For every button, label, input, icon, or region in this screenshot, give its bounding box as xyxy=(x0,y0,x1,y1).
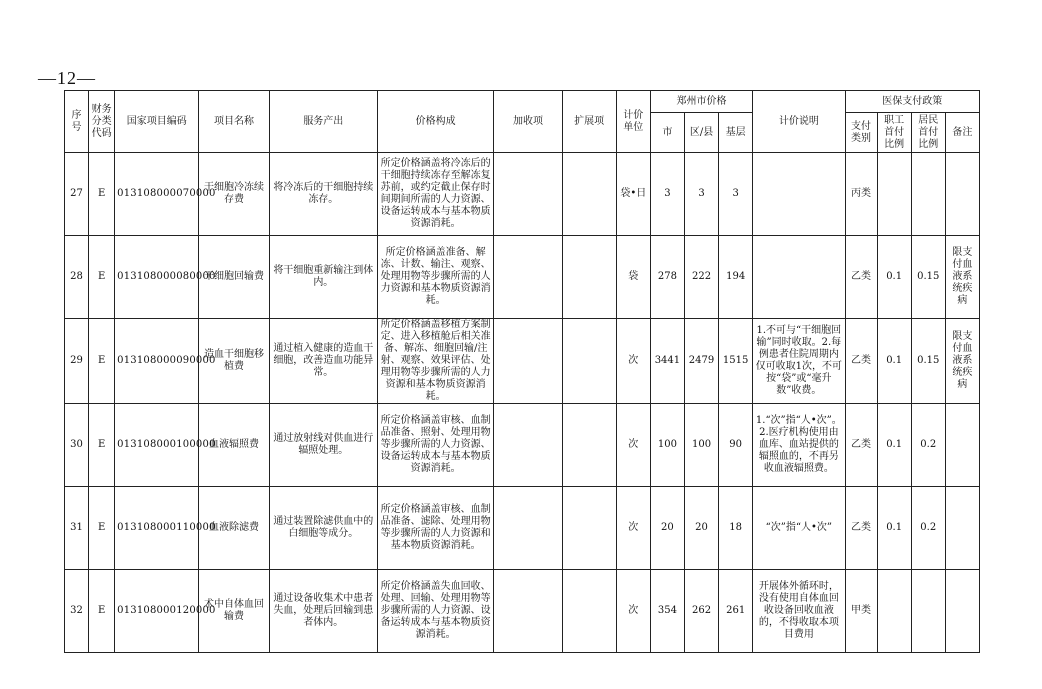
cell-code: 013108000090000 xyxy=(115,319,199,404)
cell-extra xyxy=(494,487,562,570)
header-code: 国家项目编码 xyxy=(115,91,199,153)
cell-remark xyxy=(945,153,979,236)
header-pay-type: 支付类别 xyxy=(845,113,877,153)
cell-code: 013108000110000 xyxy=(115,487,199,570)
header-expand: 扩展项 xyxy=(562,91,616,153)
cell-grassroots-price: 90 xyxy=(719,404,753,487)
cell-expand xyxy=(562,153,616,236)
cell-output: 将冷冻后的干细胞持续冻存。 xyxy=(269,153,377,236)
cell-seq: 30 xyxy=(65,404,89,487)
cell-output: 通过设备收集术中患者失血，处理后回输到患者体内。 xyxy=(269,570,377,653)
header-output: 服务产出 xyxy=(269,91,377,153)
table-row xyxy=(65,404,980,487)
cell-seq: 31 xyxy=(65,487,89,570)
cell-pricing-note: 1.不可与“干细胞回输”同时收取。2.每例患者住院周期内仅可收取1次，不可按“袋”或“毫升数”收费。 xyxy=(753,319,845,404)
header-unit: 计价单位 xyxy=(616,91,650,153)
cell-remark: 限支付血液系统疾病 xyxy=(945,319,979,404)
cell-name: 干细胞回输费 xyxy=(199,236,269,319)
cell-pay-type: 乙类 xyxy=(845,404,877,487)
cell-composition: 所定价格涵盖审核、血制品准备、照射、处理用物等步骤所需的人力资源、设备运转成本与基本物质资源消耗。 xyxy=(377,404,493,487)
cell-expand xyxy=(562,404,616,487)
table-row xyxy=(65,570,980,653)
header-grassroots: 基层 xyxy=(719,113,753,153)
cell-grassroots-price: 194 xyxy=(719,236,753,319)
cell-county-price: 20 xyxy=(684,487,718,570)
cell-code: 013108000100000 xyxy=(115,404,199,487)
cell-city-price: 278 xyxy=(650,236,684,319)
cell-worker-ratio: 0.1 xyxy=(877,319,911,404)
cell-code: 013108000080000 xyxy=(115,236,199,319)
table-row xyxy=(65,153,980,236)
header-county: 区/县 xyxy=(684,113,718,153)
cell-unit: 袋 xyxy=(616,236,650,319)
cell-composition: 所定价格涵盖将冷冻后的干细胞持续冻存至解冻复苏前，或约定截止保存时间期间所需的人力资源、设备运转成本与基本物质资源消耗。 xyxy=(377,153,493,236)
cell-remark xyxy=(945,570,979,653)
cell-unit: 次 xyxy=(616,487,650,570)
cell-extra xyxy=(494,319,562,404)
cell-pay-type: 乙类 xyxy=(845,319,877,404)
cell-unit: 次 xyxy=(616,570,650,653)
page-number: —12— xyxy=(38,68,96,88)
cell-pay-type: 甲类 xyxy=(845,570,877,653)
cell-composition: 所定价格涵盖审核、血制品准备、滤除、处理用物等步骤所需的人力资源和基本物质资源消耗。 xyxy=(377,487,493,570)
cell-pricing-note xyxy=(753,236,845,319)
header-extra: 加收项 xyxy=(494,91,562,153)
cell-output: 将干细胞重新输注到体内。 xyxy=(269,236,377,319)
cell-worker-ratio xyxy=(877,570,911,653)
header-city: 市 xyxy=(650,113,684,153)
table-row xyxy=(65,236,980,319)
cell-expand xyxy=(562,487,616,570)
cell-grassroots-price: 18 xyxy=(719,487,753,570)
cell-category: E xyxy=(89,236,115,319)
header-pricing-note: 计价说明 xyxy=(753,91,845,153)
cell-name: 造血干细胞移植费 xyxy=(199,319,269,404)
cell-pricing-note xyxy=(753,153,845,236)
cell-worker-ratio: 0.1 xyxy=(877,236,911,319)
cell-output: 通过植入健康的造血干细胞，改善造血功能异常。 xyxy=(269,319,377,404)
cell-remark: 限支付血液系统疾病 xyxy=(945,236,979,319)
cell-expand xyxy=(562,570,616,653)
cell-extra xyxy=(494,570,562,653)
cell-worker-ratio: 0.1 xyxy=(877,404,911,487)
cell-pay-type: 乙类 xyxy=(845,487,877,570)
cell-output: 通过放射线对供血进行辐照处理。 xyxy=(269,404,377,487)
cell-code: 013108000070000 xyxy=(115,153,199,236)
cell-unit: 次 xyxy=(616,404,650,487)
cell-remark xyxy=(945,487,979,570)
cell-county-price: 2479 xyxy=(684,319,718,404)
price-table xyxy=(64,90,980,653)
cell-seq: 32 xyxy=(65,570,89,653)
cell-category: E xyxy=(89,153,115,236)
cell-county-price: 262 xyxy=(684,570,718,653)
cell-city-price: 354 xyxy=(650,570,684,653)
cell-unit: 袋•日 xyxy=(616,153,650,236)
cell-resident-ratio xyxy=(911,570,945,653)
cell-name: 术中自体血回输费 xyxy=(199,570,269,653)
table-row xyxy=(65,487,980,570)
cell-category: E xyxy=(89,319,115,404)
cell-seq: 27 xyxy=(65,153,89,236)
header-resident-ratio: 居民首付比例 xyxy=(911,113,945,153)
cell-city-price: 100 xyxy=(650,404,684,487)
cell-extra xyxy=(494,404,562,487)
cell-pricing-note: “次”指“人•次” xyxy=(753,487,845,570)
cell-resident-ratio xyxy=(911,153,945,236)
cell-category: E xyxy=(89,404,115,487)
cell-name: 血液除滤费 xyxy=(199,487,269,570)
cell-name: 干细胞冷冻续存费 xyxy=(199,153,269,236)
cell-grassroots-price: 261 xyxy=(719,570,753,653)
cell-seq: 29 xyxy=(65,319,89,404)
cell-composition: 所定价格涵盖准备、解冻、计数、输注、观察、处理用物等步骤所需的人力资源和基本物质资源消耗。 xyxy=(377,236,493,319)
cell-city-price: 3 xyxy=(650,153,684,236)
cell-resident-ratio: 0.2 xyxy=(911,404,945,487)
cell-resident-ratio: 0.15 xyxy=(911,319,945,404)
cell-category: E xyxy=(89,487,115,570)
cell-category: E xyxy=(89,570,115,653)
cell-code: 013108000120000 xyxy=(115,570,199,653)
cell-composition: 所定价格涵盖移植方案制定、进入移植舱后相关准备、解冻、细胞回输/注射、观察、效果评估、处理用物等步骤所需的人力资源和基本物质资源消耗。 xyxy=(377,319,493,404)
cell-unit: 次 xyxy=(616,319,650,404)
cell-pay-type: 丙类 xyxy=(845,153,877,236)
cell-extra xyxy=(494,236,562,319)
cell-resident-ratio: 0.2 xyxy=(911,487,945,570)
cell-county-price: 100 xyxy=(684,404,718,487)
cell-name: 血液辐照费 xyxy=(199,404,269,487)
cell-grassroots-price: 1515 xyxy=(719,319,753,404)
cell-expand xyxy=(562,319,616,404)
cell-city-price: 20 xyxy=(650,487,684,570)
header-insurance-policy: 医保支付政策 xyxy=(845,91,980,113)
header-name: 项目名称 xyxy=(199,91,269,153)
cell-county-price: 3 xyxy=(684,153,718,236)
cell-resident-ratio: 0.15 xyxy=(911,236,945,319)
cell-county-price: 222 xyxy=(684,236,718,319)
header-category: 财务分类代码 xyxy=(89,91,115,153)
header-seq: 序号 xyxy=(65,91,89,153)
cell-remark xyxy=(945,404,979,487)
cell-extra xyxy=(494,153,562,236)
cell-composition: 所定价格涵盖失血回收、处理、回输、处理用物等步骤所需的人力资源、设备运转成本与基本物质资源消耗。 xyxy=(377,570,493,653)
cell-output: 通过装置除滤供血中的白细胞等成分。 xyxy=(269,487,377,570)
cell-worker-ratio xyxy=(877,153,911,236)
header-worker-ratio: 职工首付比例 xyxy=(877,113,911,153)
header-remark: 备注 xyxy=(945,113,979,153)
cell-pay-type: 乙类 xyxy=(845,236,877,319)
cell-worker-ratio: 0.1 xyxy=(877,487,911,570)
cell-grassroots-price: 3 xyxy=(719,153,753,236)
table-row xyxy=(65,319,980,404)
cell-seq: 28 xyxy=(65,236,89,319)
cell-city-price: 3441 xyxy=(650,319,684,404)
header-composition: 价格构成 xyxy=(377,91,493,153)
cell-pricing-note: 1.“次”指“人•次”。2.医疗机构使用由血库、血站提供的辐照血的，不再另收血液辐照费。 xyxy=(753,404,845,487)
cell-pricing-note: 开展体外循环时，没有使用自体血回收设备回收血液的，不得收取本项目费用 xyxy=(753,570,845,653)
header-city-price: 郑州市价格 xyxy=(650,91,752,113)
cell-expand xyxy=(562,236,616,319)
